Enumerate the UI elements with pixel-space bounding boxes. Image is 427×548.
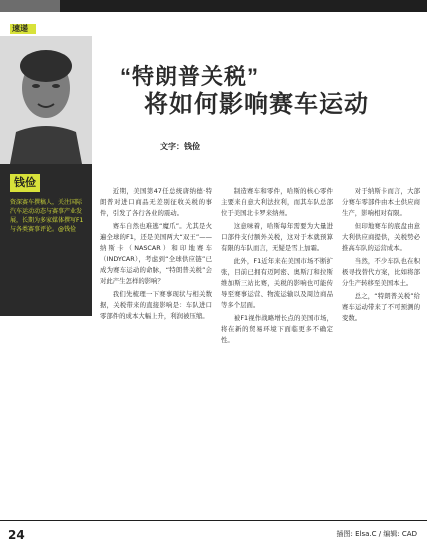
author-name: 钱俭 [10,174,40,192]
paragraph: 总之，“特朗普关税”给赛车运动带来了不可预测的变数。 [342,292,420,322]
top-bar-accent [0,0,60,12]
paragraph: 制造赛车和零件，哈斯的核心零件主要来自意大利法拉利，而其车队总部位于美国北卡罗来纳州。 [221,187,333,217]
article-column-3 [342,186,420,326]
paragraph: 近期，美国第47任总统唐纳德·特朗普对进口商品无差别征收关税的事件，引发了各行各业的震动。 [100,187,212,217]
author-bio-box [0,164,92,316]
author-portrait-image [0,36,92,164]
author-photo [0,36,92,165]
paragraph: 但印地赛车的底盘由意大利供应商提供，关税势必推高车队的运营成本。 [342,222,420,252]
paragraph: 赛车自然也难逃“魔爪”。尤其是火遍全球的F1，还是美国两大“双王”——纳斯卡（NASCAR）和印地赛车（INDYCAR），考虑到“全球供应链”已成为赛车运动的命脉，“特朗普关税”会对此产生怎样的影响？ [100,222,212,285]
byline: 文字：钱俭 [160,142,200,151]
title-line-2: 将如何影响赛车运动 [144,91,369,118]
paragraph: 被F1视作战略增长点的美国市场，将在新的贸易环境下面临更多不确定性。 [221,314,333,344]
paragraph: 这意味着，哈斯每年需要为大量进口部件支付额外关税，这对于本就预算有限的车队而言，无疑是雪上加霜。 [221,222,333,252]
article-column-2 [221,186,333,348]
paragraph: 我们先梳理一下赛事现状与相关数据，关税带来的直接影响是：车队进口零部件的成本大幅上升，利润被压缩。 [100,290,212,320]
top-bar [0,0,427,12]
title-line-1: “特朗普关税” [120,64,260,89]
page-number: 24 [8,528,25,542]
article-column-1 [100,186,212,324]
credits: 插图: Elsa.C / 编辑: CAD [336,530,417,538]
paragraph: 当然，不少车队也在积极寻找替代方案，比如将部分生产转移至美国本土。 [342,257,420,287]
paragraph: 对于纳斯卡而言，大部分赛车零部件由本土供应商生产，影响相对有限。 [342,187,420,217]
author-bio: 资深赛车撰稿人，关注国际汽车运动动态与赛事产业发展，长期为多家媒体撰写F1与各类赛事评论。@钱俭 [10,199,84,233]
page-footer [0,520,427,548]
section-tab: 速递 [10,24,36,34]
article-title [120,64,420,120]
paragraph: 此外，F1近年来在美国市场不断扩张，目前已拥有迈阿密、奥斯汀和拉斯维加斯三站比赛，关税的影响也可能传导至赛事运营、物流运输以及周边商品等多个层面。 [221,257,333,309]
